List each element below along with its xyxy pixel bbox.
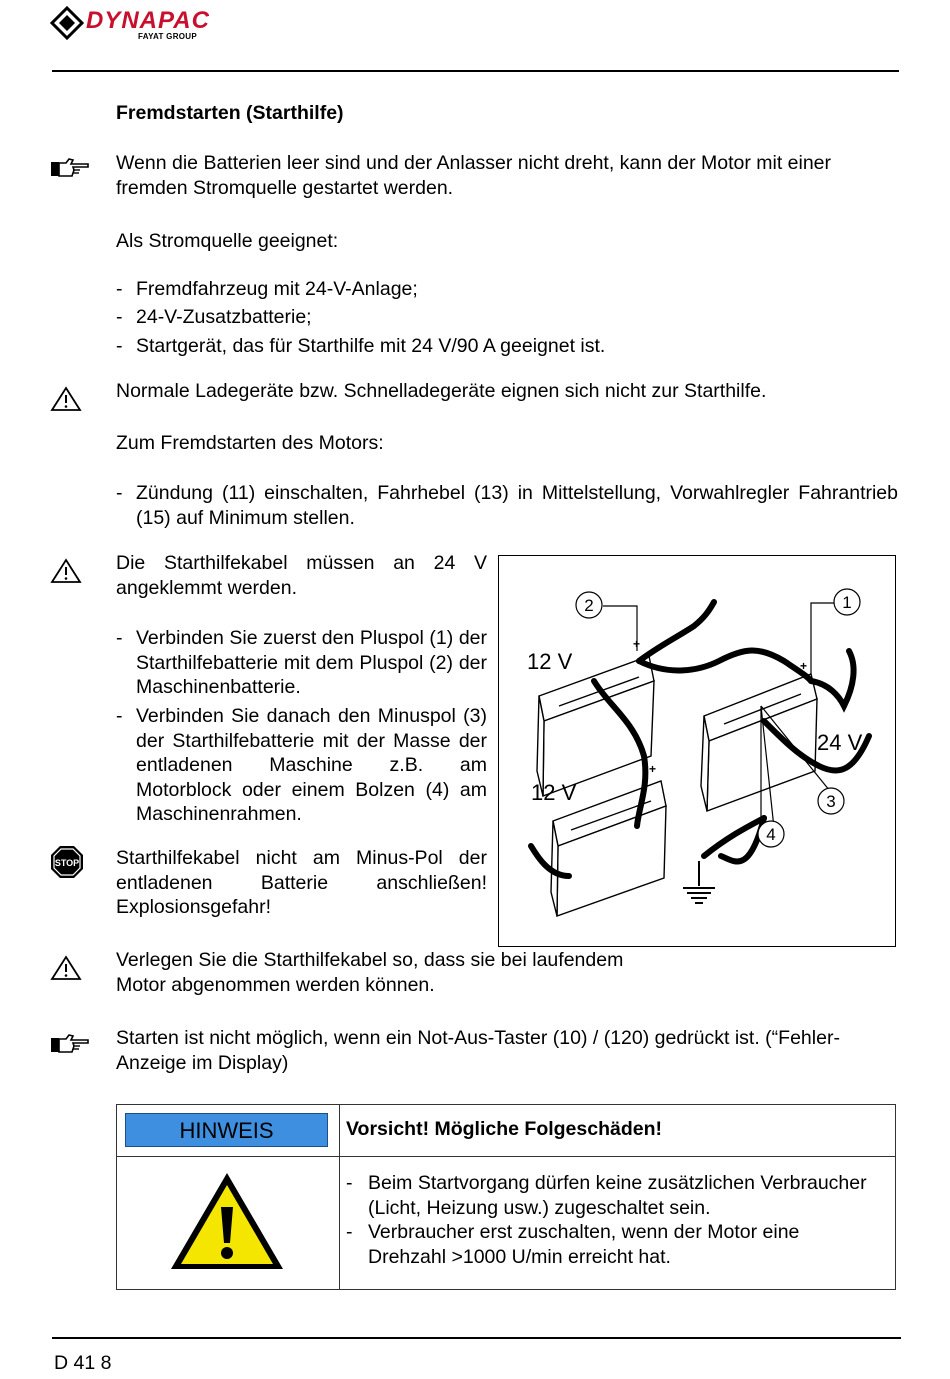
svg-text:1: 1 bbox=[842, 593, 852, 612]
header-rule bbox=[52, 70, 899, 72]
jumpstart-diagram bbox=[498, 555, 896, 947]
notice-badge: HINWEIS bbox=[125, 1113, 328, 1147]
callout-4 bbox=[758, 821, 784, 847]
notice-body-cell: - Beim Startvorgang dürfen keine zusätzlichen Verbraucher (Licht, Heizung usw.) zugeschaltet sein. - Verbraucher erst zuschalten, wenn der Motor eine Drehzahl >1000 U/min erreicht hat. bbox=[340, 1157, 896, 1290]
battery-wiring-drawing bbox=[499, 556, 895, 946]
callout-1 bbox=[834, 589, 860, 615]
stop-note: Starthilfekabel nicht am Minus-Pol der entladenen Batterie anschließen! Explosionsgefahr! bbox=[116, 847, 487, 918]
warning-sign-icon bbox=[167, 1169, 287, 1275]
dynapac-diamond-icon bbox=[50, 6, 84, 40]
logo-wordmark: DYNAPAC bbox=[86, 7, 210, 34]
section-title: Fremdstarten (Starthilfe) bbox=[116, 102, 344, 124]
source-heading: Als Stromquelle geeignet: bbox=[116, 230, 339, 252]
warning-triangle-icon bbox=[50, 558, 82, 584]
svg-text:+: + bbox=[800, 659, 808, 673]
intro-note: Wenn die Batterien leer sind und der Anlasser nicht dreht, kann der Motor mit einer fremden Stromquelle gestartet werden. bbox=[116, 152, 832, 199]
svg-text:3: 3 bbox=[826, 792, 836, 811]
warning-triangle-icon bbox=[50, 386, 82, 412]
warning-text-3: Verlegen Sie die Starthilfekabel so, dass sie bei laufendem Motor abgenommen werden können. bbox=[116, 949, 624, 996]
warning-text-2: Die Starthilfekabel müssen an 24 V angeklemmt werden. bbox=[116, 552, 487, 599]
warning-text-1: Normale Ladegeräte bzw. Schnelladegeräte eignen sich nicht zur Starthilfe. bbox=[116, 380, 767, 402]
callout-2 bbox=[576, 592, 602, 618]
ground-icon bbox=[683, 861, 715, 903]
battery-right bbox=[701, 674, 817, 811]
notice-badge-cell bbox=[117, 1105, 340, 1157]
procedure-heading: Zum Fremdstarten des Motors: bbox=[116, 432, 384, 454]
svg-text:+: + bbox=[649, 762, 657, 776]
voltage-label-upper-left: 12 V bbox=[527, 649, 573, 674]
notice-heading: Vorsicht! Mögliche Folgeschäden! bbox=[346, 1118, 663, 1140]
pointing-hand-icon bbox=[50, 1032, 90, 1056]
footer-rule bbox=[52, 1337, 901, 1339]
voltage-label-right: 24 V bbox=[817, 730, 863, 755]
logo-subtitle: FAYAT GROUP bbox=[138, 32, 198, 41]
page-code: D 41 8 bbox=[54, 1352, 112, 1374]
svg-text:4: 4 bbox=[766, 825, 776, 844]
notice-icon-cell bbox=[117, 1157, 340, 1290]
svg-text:STOP: STOP bbox=[54, 858, 80, 868]
battery-upper-left bbox=[537, 656, 657, 796]
final-note: Starten ist nicht möglich, wenn ein Not-Aus-Taster (10) / (120) gedrückt ist. (“Fehler-Anzeige im Display) bbox=[116, 1027, 840, 1074]
svg-text:2: 2 bbox=[584, 596, 594, 615]
warning-triangle-icon bbox=[50, 955, 82, 981]
stop-sign-icon bbox=[50, 845, 84, 879]
voltage-label-lower-left: 12 V bbox=[531, 780, 577, 805]
callout-3 bbox=[818, 788, 844, 814]
svg-text:+: + bbox=[633, 637, 641, 651]
notice-heading-cell bbox=[340, 1105, 896, 1157]
notice-box bbox=[116, 1104, 896, 1290]
pointing-hand-icon bbox=[50, 156, 90, 180]
brand-logo bbox=[50, 6, 310, 42]
